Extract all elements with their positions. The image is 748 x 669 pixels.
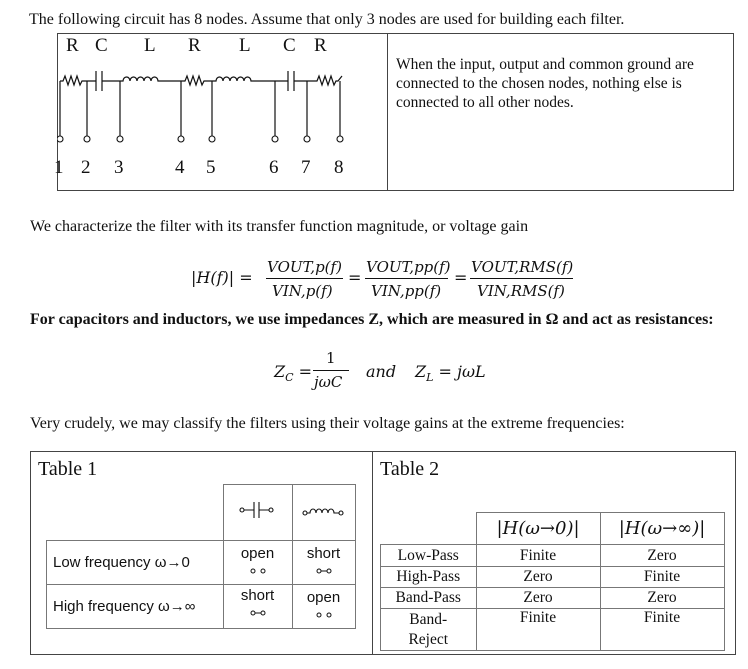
table1-row-low-label: Low frequency ω→0	[47, 541, 224, 585]
component-label-r2: R	[188, 35, 201, 56]
table1-row-low	[47, 541, 356, 585]
component-label-l2: L	[239, 35, 251, 56]
node-terminal-4	[178, 136, 184, 142]
tables-divider	[372, 451, 373, 655]
table2-title: Table 2	[380, 458, 440, 480]
circuit-diagram	[57, 60, 357, 155]
component-label-c1: C	[95, 35, 108, 56]
table1-low-ind-cell	[292, 541, 355, 585]
table2-row	[381, 588, 725, 609]
short-circuit-icon	[314, 567, 334, 575]
table2-row-low: Finite	[476, 609, 600, 651]
table1-row-high	[47, 585, 356, 629]
intro-text: The following circuit has 8 nodes. Assume that only 3 nodes are used for building each filter.	[29, 11, 625, 28]
component-label-c2: C	[283, 35, 296, 56]
formula-eq-2: =	[454, 268, 468, 287]
zc-symbol: $Z_C$ =	[274, 362, 313, 385]
circuit-note: When the input, output and common ground are connected to the chosen nodes, nothing else is connected to all other nodes.	[396, 56, 694, 111]
node-label-8: 8	[334, 157, 344, 178]
node-terminal-7	[304, 136, 310, 142]
inductor-icon	[301, 499, 347, 521]
table1-high-ind-cell	[292, 585, 355, 629]
capacitor-1	[87, 71, 120, 91]
component-label-r1: R	[66, 35, 79, 56]
capacitor-column-header	[223, 485, 292, 541]
node-label-2: 2	[81, 157, 91, 178]
formula-eq-1: =	[348, 268, 362, 287]
formula-f3-den: VIN,RMS(f)	[477, 282, 565, 300]
inductor-column-header	[292, 485, 355, 541]
table2-row-type: High-Pass	[381, 567, 477, 588]
open-circuit-icon	[314, 611, 334, 619]
formula-f3-num: VOUT,RMS(f)	[471, 258, 574, 276]
table1	[46, 484, 356, 629]
component-label-r3: R	[314, 35, 327, 56]
table2-row-type: Band-Reject	[381, 609, 477, 651]
formula-f2-den: VIN,pp(f)	[371, 282, 442, 300]
formula-f1-num: VOUT,p(f)	[267, 258, 342, 276]
table2-row-high: Finite	[600, 609, 724, 651]
and-text: and	[366, 362, 397, 381]
node-label-4: 4	[175, 157, 185, 178]
open-circuit-icon	[248, 567, 268, 575]
resistor-2	[181, 76, 212, 85]
zl-formula: $Z_L = j\omega L$	[415, 362, 486, 385]
node-terminal-8	[337, 136, 343, 142]
table2-row	[381, 567, 725, 588]
fraction-bar-1	[266, 278, 343, 279]
node-terminal-3	[117, 136, 123, 142]
transfer-intro: We characterize the filter with its transfer function magnitude, or voltage gain	[30, 218, 529, 235]
table2-row-high: Zero	[600, 588, 724, 609]
resistor-1	[60, 76, 87, 85]
fraction-bar-2	[365, 278, 448, 279]
table1-low-ind-value: short	[306, 545, 341, 562]
short-circuit-icon	[248, 609, 268, 617]
table1-low-cap-value: open	[240, 545, 275, 562]
zc-numerator: 1	[326, 349, 336, 367]
formula-f1-den: VIN,p(f)	[272, 282, 333, 300]
node-label-5: 5	[206, 157, 216, 178]
zc-denominator: jωC	[314, 373, 343, 391]
node-terminal-2	[84, 136, 90, 142]
formula-lhs: |H(f)| =	[191, 268, 253, 287]
node-label-1: 1	[54, 157, 64, 178]
zc-fraction-bar	[313, 370, 349, 371]
table2-row-type: Band-Pass	[381, 588, 477, 609]
table2-row-low: Zero	[476, 567, 600, 588]
table2-row-low: Zero	[476, 588, 600, 609]
table2-row	[381, 609, 725, 651]
node-terminal-5	[209, 136, 215, 142]
node-label-7: 7	[301, 157, 311, 178]
table2-col-low: |H(ω→0)|	[476, 513, 600, 545]
table1-high-ind-value: open	[306, 589, 341, 606]
capacitor-2	[275, 71, 307, 91]
node-label-6: 6	[269, 157, 279, 178]
node-label-3: 3	[114, 157, 124, 178]
impedance-note: For capacitors and inductors, we use impedances Z, which are measured in Ω and act as resistances:	[30, 311, 714, 328]
formula-f2-num: VOUT,pp(f)	[366, 258, 451, 276]
inductor-2	[212, 77, 275, 81]
table2-row-high: Zero	[600, 545, 724, 567]
table1-low-cap-cell	[223, 541, 292, 585]
classify-intro: Very crudely, we may classify the filters using their voltage gains at the extreme frequencies:	[30, 415, 625, 432]
resistor-3	[307, 76, 342, 85]
node-terminal-1	[57, 136, 63, 142]
inductor-1	[120, 77, 181, 81]
table2-row-high: Finite	[600, 567, 724, 588]
table1-high-cap-cell	[223, 585, 292, 629]
fraction-bar-3	[470, 278, 573, 279]
capacitor-icon	[238, 499, 278, 521]
table2	[380, 512, 725, 651]
table1-title: Table 1	[38, 458, 98, 480]
table2-row-type: Low-Pass	[381, 545, 477, 567]
table1-high-cap-value: short	[240, 587, 275, 604]
table1-row-high-label: High frequency ω→∞	[47, 585, 224, 629]
table2-row-low: Finite	[476, 545, 600, 567]
node-terminal-6	[272, 136, 278, 142]
table2-col-high: |H(ω→∞)|	[600, 513, 724, 545]
table2-row	[381, 545, 725, 567]
component-label-l1: L	[144, 35, 156, 56]
